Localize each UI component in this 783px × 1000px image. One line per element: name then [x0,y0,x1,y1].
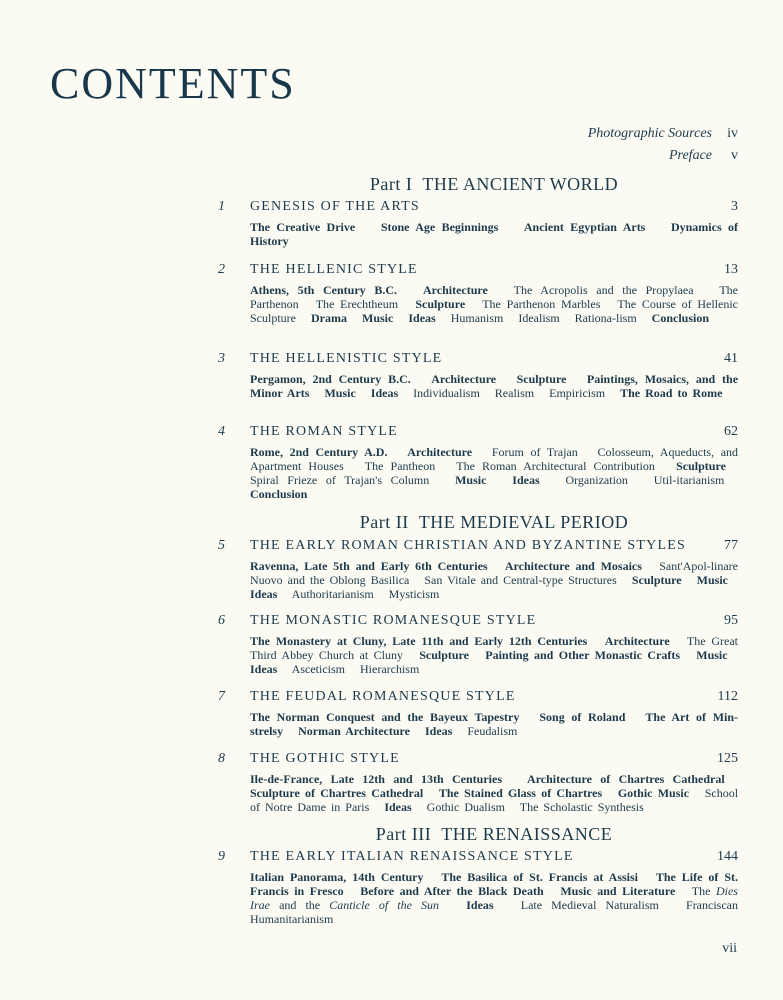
chapter-description: The Creative Drive Stone Age Beginnings Ancient Egyptian Arts Dynamics of History [250,220,739,248]
chapter-heading [250,262,738,280]
page-title: CONTENTS [50,59,296,108]
chapter-number: 1 [218,199,225,214]
chapter-heading [250,424,738,442]
page-number: vii [722,941,737,956]
chapter-description: Ile-de-France, Late 12th and 13th Centuries Architecture of Chartres Cathedral Sculpture of Chartres Cathedral The Stained Glass of Chartres Gothic Music School of Notre Dame in Paris Ideas Gothic Dualism The Scholastic Synthesis [250,772,739,814]
front-matter-page: iv [727,126,738,141]
chapter-title: THE MONASTIC ROMANESQUE STYLE [250,613,537,628]
chapter-heading [250,613,738,631]
chapter-title: THE EARLY ITALIAN RENAISSANCE STYLE [250,849,574,864]
chapter-number: 8 [218,751,225,766]
chapter-title: THE GOTHIC STYLE [250,751,400,766]
part-heading-1 [250,174,738,195]
chapter-heading [250,751,738,769]
chapter-title: THE HELLENIC STYLE [250,262,418,277]
chapter-heading [250,199,738,217]
chapter-title: GENESIS OF THE ARTS [250,199,420,214]
chapter-title: THE HELLENISTIC STYLE [250,351,443,366]
chapter-description: The Monastery at Cluny, Late 11th and Early 12th Centuries Architecture The Great Third Abbey Church at Cluny Sculpture Painting and Other Monastic Crafts Music Ideas Asceticism Hierarchism [250,634,739,676]
front-matter-label: Photographic Sources [587,126,712,141]
chapter-number: 7 [218,689,225,704]
chapter-title: THE EARLY ROMAN CHRISTIAN AND BYZANTINE STYLES [250,538,686,553]
chapter-title: THE FEUDAL ROMANESQUE STYLE [250,689,516,704]
chapter-page: 13 [724,262,738,277]
part-title: THE RENAISSANCE [441,824,613,844]
chapter-description: Athens, 5th Century B.C. Architecture The Acropolis and the Propylaea The Parthenon The Erechtheum Sculpture The Parthenon Marbles The Course of Hellenic Sculpture Drama Music Ideas Humanism Idealism Rationa-lism Conclusion [250,283,739,325]
chapter-number: 9 [218,849,225,864]
chapter-description: Italian Panorama, 14th Century The Basilica of St. Francis at Assisi The Life of St. Francis in Fresco Before and After the Black Death Music and Literature The Dies Irae and the Canticle of the Sun Ideas Late Medieval Naturalism Franciscan Humanitarianism [250,870,738,926]
chapter-page: 125 [717,751,738,766]
part-title: THE MEDIEVAL PERIOD [418,512,629,532]
front-matter-page: v [731,148,738,163]
chapter-title: THE ROMAN STYLE [250,424,398,439]
chapter-page: 3 [731,199,738,214]
chapter-page: 62 [724,424,738,439]
chapter-heading [250,351,738,369]
part-label: Part I [369,174,413,194]
part-heading-2 [250,512,738,533]
chapter-number: 5 [218,538,225,553]
part-title: THE ANCIENT WORLD [422,174,619,194]
chapter-description: The Norman Conquest and the Bayeux Tapestry Song of Roland The Art of Min-strelsy Norman Architecture Ideas Feudalism [250,710,739,738]
chapter-page: 41 [724,351,738,366]
chapter-page: 144 [717,849,738,864]
part-label: Part II [359,512,409,532]
chapter-number: 4 [218,424,225,439]
part-label: Part III [375,824,432,844]
chapter-description: Rome, 2nd Century A.D. Architecture Forum of Trajan Colosseum, Aqueducts, and Apartment Houses The Pantheon The Roman Architectural Contribution Sculpture Spiral Frieze of Trajan's Column Music Ideas Organization Util-itarianism Conclusion [250,445,739,501]
front-matter-label: Preface [668,148,712,163]
chapter-page: 112 [717,689,738,704]
chapter-description: Pergamon, 2nd Century B.C. Architecture Sculpture Paintings, Mosaics, and the Minor Arts Music Ideas Individualism Realism Empiricism The Road to Rome [250,372,739,400]
chapter-number: 2 [218,262,225,277]
part-heading-3 [250,824,738,845]
chapter-heading [250,849,738,867]
chapter-heading [250,689,738,707]
chapter-page: 77 [724,538,738,553]
chapter-description: Ravenna, Late 5th and Early 6th Centuries Architecture and Mosaics Sant'Apol-linare Nuovo and the Oblong Basilica San Vitale and Central-type Structures Sculpture Music Ideas Authoritarianism Mysticism [250,559,739,601]
chapter-heading [250,538,738,556]
chapter-number: 6 [218,613,225,628]
chapter-page: 95 [724,613,738,628]
chapter-number: 3 [218,351,225,366]
